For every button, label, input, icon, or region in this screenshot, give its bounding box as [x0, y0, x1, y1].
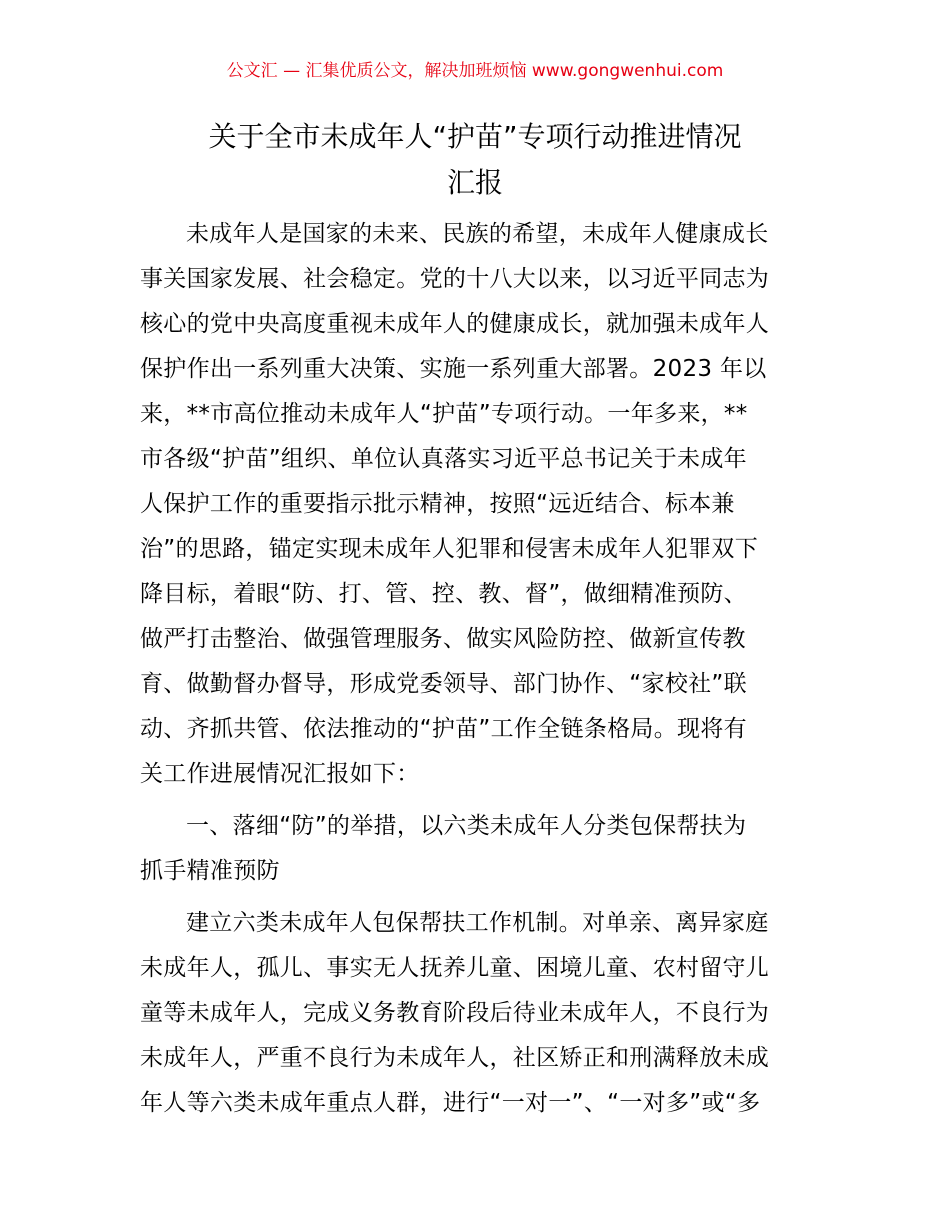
text-line: 关工作进展情况汇报如下： — [140, 761, 420, 787]
title-line-1: 关于全市未成年人“护苗”专项行动推进情况 — [208, 120, 742, 153]
text-line: 未成年人，严重不良行为未成年人，社区矫正和刑满释放未成 — [140, 1045, 770, 1071]
paragraph-mechanism — [140, 901, 812, 1126]
paragraph-intro — [140, 212, 812, 797]
text-line: 来，**市高位推动未成年人“护苗”专项行动。一年多来，** — [140, 401, 748, 427]
text-line: 事关国家发展、社会稳定。党的十八大以来，以习近平同志为 — [140, 266, 770, 292]
document-title — [120, 114, 830, 206]
text-line: 未成年人，孤儿、事实无人抚养儿童、困境儿童、农村留守儿 — [140, 955, 770, 981]
text-line: 降目标，着眼“防、打、管、控、教、督”，做细精准预防、 — [140, 581, 747, 607]
header-banner — [0, 60, 950, 82]
text-line: 动、齐抓共管、依法推动的“护苗”工作全链条格局。现将有 — [140, 716, 747, 742]
text-line: 建立六类未成年人包保帮扶工作机制。对单亲、离异家庭 — [186, 910, 769, 936]
text-line: 年人等六类未成年重点人群，进行“一对一”、“一对多”或“多 — [140, 1090, 761, 1116]
text-line: 未成年人是国家的未来、民族的希望，未成年人健康成长 — [186, 221, 769, 247]
text-line: 核心的党中央高度重视未成年人的健康成长，就加强未成年人 — [140, 311, 770, 337]
text-line: 人保护工作的重要指示批示精神，按照“远近结合、标本兼 — [140, 491, 735, 517]
section-heading-1 — [140, 804, 812, 894]
text-line: 育、做勤督办督导，形成党委领导、部门协作、“家校社”联 — [140, 671, 747, 697]
text-line: 抓手精准预防 — [140, 858, 280, 884]
header-banner-text: 公文汇 — 汇集优质公文，解决加班烦恼 www.gongwenhui.com — [226, 61, 724, 81]
document-body — [140, 212, 812, 1133]
text-line: 市各级“护苗”组织、单位认真落实习近平总书记关于未成年 — [140, 446, 747, 472]
text-line: 做严打击整治、做强管理服务、做实风险防控、做新宣传教 — [140, 626, 746, 652]
text-line: 保护作出一系列重大决策、实施一系列重大部署。2023 年以 — [140, 356, 767, 382]
title-line-2: 汇报 — [446, 166, 503, 199]
text-line: 治”的思路，锚定实现未成年人犯罪和侵害未成年人犯罪双下 — [140, 536, 759, 562]
text-line: 童等未成年人，完成义务教育阶段后待业未成年人，不良行为 — [140, 1000, 770, 1026]
text-line: 一、落细“防”的举措，以六类未成年人分类包保帮扶为 — [186, 813, 747, 839]
